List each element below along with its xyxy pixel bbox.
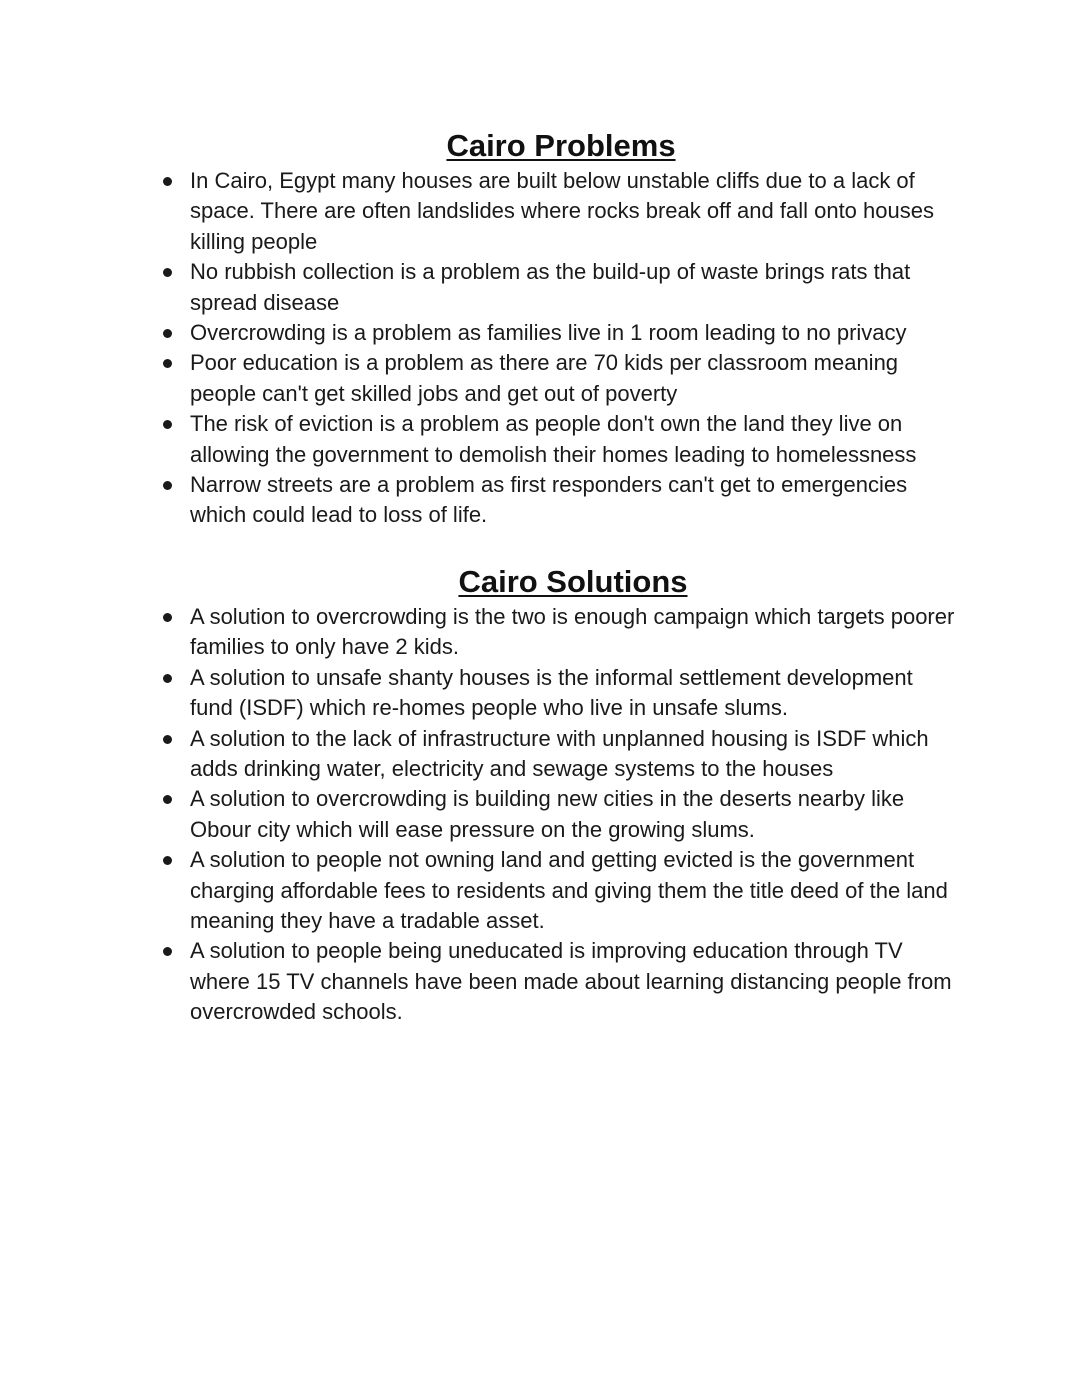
- problem-item-text: Poor education is a problem as there are 70 kids per classroom meaning people can't get skilled jobs and get out of poverty: [190, 350, 899, 406]
- problem-item: [158, 409, 958, 470]
- problem-item-text: Narrow streets are a problem as first responders can't get to emergencies which could lead to loss of life.: [190, 472, 908, 528]
- solution-item-text: A solution to overcrowding is building new cities in the deserts nearby like Obour city which will ease pressure on the growing slums.: [190, 786, 905, 842]
- problems-list: [158, 166, 958, 531]
- problem-item: [158, 318, 958, 348]
- solution-item: [158, 784, 958, 845]
- problems-section: [158, 126, 958, 531]
- bullet-dot-icon: [163, 420, 172, 429]
- problem-item: [158, 257, 958, 318]
- bullet-dot-icon: [163, 856, 172, 865]
- solution-item-text: A solution to unsafe shanty houses is the informal settlement development fund (ISDF) which re-homes people who live in unsafe slums.: [190, 664, 913, 721]
- solution-item: [158, 936, 958, 1027]
- bullet-dot-icon: [163, 795, 172, 804]
- bullet-dot-icon: [163, 613, 172, 622]
- bullet-dot-icon: [163, 735, 172, 744]
- problem-item-text: Overcrowding is a problem as families live in 1 room leading to no privacy: [190, 320, 907, 346]
- bullet-dot-icon: [163, 329, 172, 338]
- problem-item: [158, 166, 958, 257]
- solutions-section: [158, 562, 958, 1028]
- bullet-dot-icon: [163, 481, 172, 490]
- solution-item-text: A solution to people being uneducated is improving education through TV where 15 TV channels have been made about learning distancing people from overcrowded schools.: [190, 938, 952, 1025]
- solutions-heading: Cairo Solutions: [458, 564, 688, 599]
- solution-item-text: A solution to the lack of infrastructure with unplanned housing is ISDF which adds drinking water, electricity and sewage systems to the houses: [190, 725, 929, 782]
- solution-item-text: A solution to overcrowding is the two is enough campaign which targets poorer families to only have 2 kids.: [190, 604, 955, 660]
- solution-item: [158, 845, 958, 936]
- solution-item: [158, 602, 958, 663]
- bullet-dot-icon: [163, 947, 172, 956]
- problem-item-text: In Cairo, Egypt many houses are built below unstable cliffs due to a lack of space. There are often landslides where rocks break off and fall onto houses killing people: [190, 168, 934, 254]
- bullet-dot-icon: [163, 268, 172, 277]
- problems-heading: Cairo Problems: [446, 128, 676, 163]
- solutions-list: [158, 602, 958, 1028]
- solution-item: [158, 663, 958, 724]
- problem-item-text: No rubbish collection is a problem as the build-up of waste brings rats that spread disease: [190, 259, 911, 315]
- bullet-dot-icon: [163, 674, 172, 683]
- solution-item-text: A solution to people not owning land and getting evicted is the government charging affordable fees to residents and giving them the title deed of the land meaning they have a tradable asset.: [190, 847, 948, 934]
- solution-item: [158, 724, 958, 785]
- bullet-dot-icon: [163, 359, 172, 368]
- bullet-dot-icon: [163, 177, 172, 186]
- problem-item-text: The risk of eviction is a problem as people don't own the land they live on allowing the government to demolish their homes leading to homelessness: [190, 411, 917, 467]
- problem-item: [158, 348, 958, 409]
- problem-item: [158, 470, 958, 531]
